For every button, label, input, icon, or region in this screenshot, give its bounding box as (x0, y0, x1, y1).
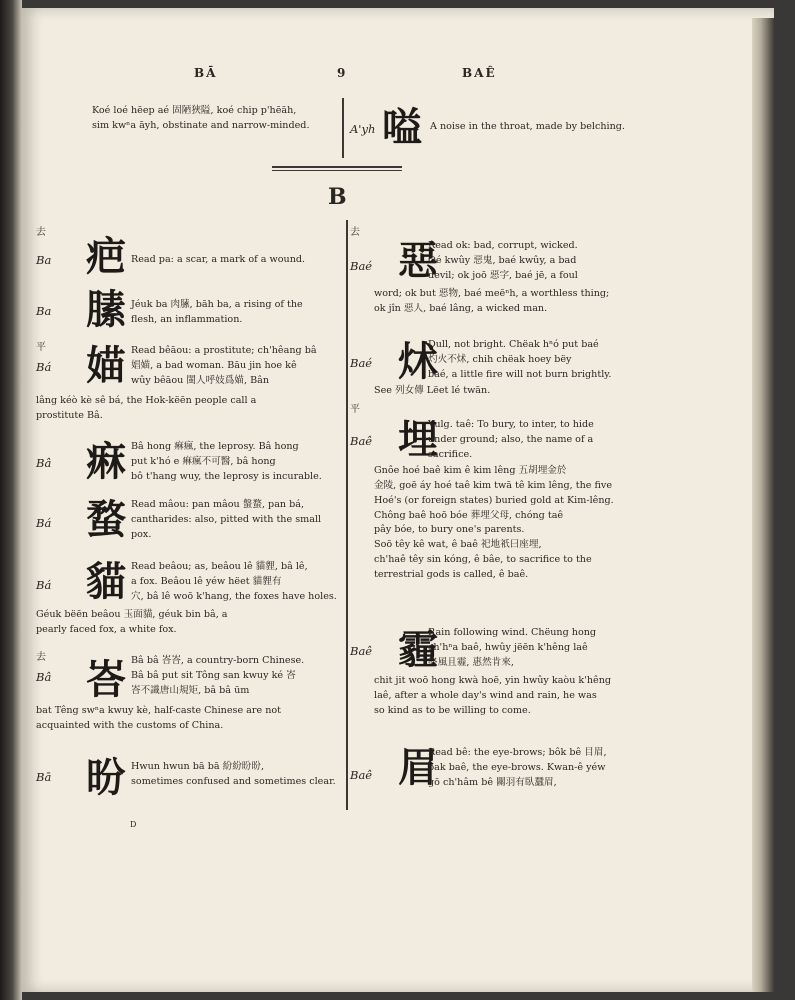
entry-line: under ground; also, the name of a (428, 433, 594, 445)
entry-line: sacrifice. (428, 448, 473, 460)
entry-romanization: Baê (350, 768, 373, 782)
entry-line: Dull, not bright. Chëak hⁿó put baé (428, 339, 599, 350)
header-left-word: BĀ (194, 66, 218, 80)
entry-line: bat Têng swⁿa kwuy kè, half-caste Chinese are not (36, 705, 282, 716)
entry-text-continued (374, 287, 654, 317)
entry-text-continued (36, 394, 341, 424)
book-spine (0, 0, 22, 1000)
top-right-character: 嗌 (382, 105, 422, 151)
entry-line: Géuk bëēn beâou 玉面貓, géuk bin bâ, a (36, 609, 228, 620)
entry-character: 膆 (86, 287, 126, 333)
entry-text (131, 760, 341, 790)
entry-line: bô t'hang wuy, the leprosy is incurable. (131, 470, 322, 482)
entry-line: Gnôe hoé baê kim ê kim lêng 五胡埋金於 (374, 465, 567, 476)
entry-line: bak baê, the eye-brows. Kwan-ê yéw (428, 761, 606, 773)
dictionary-page (22, 8, 774, 992)
main-column-divider (346, 220, 348, 810)
entry-romanization: Bá (36, 578, 52, 592)
entry-line: Jéuk ba 肉膆, bāh ba, a rising of the (131, 299, 303, 310)
entry-romanization: Bá (36, 360, 52, 374)
entry-text (131, 654, 341, 699)
top-right-roman: A'yh (350, 122, 376, 136)
entry-line: laê, after a whole day's wind and rain, he was (374, 689, 597, 701)
entry-line: 灼火不炢, chih chëak hoey bëy (428, 353, 572, 365)
entry-line: Bâ bâ 峇峇, a country-born Chinese. (131, 655, 305, 666)
entry-line: Soō têy kê wat, ê baê 祀地祇曰座埋, (374, 539, 542, 551)
entry-line: Read bê: the eye-brows; bôk bê 目眉, (428, 747, 607, 758)
entry-line: wûy bêāou 閩人呼妓爲媌, Bân (131, 374, 270, 386)
entry-character: 霾 (398, 627, 438, 673)
entry-text-continued (36, 704, 341, 734)
entry-line: Read mâou: pan mâou 螌蝥, pan bá, (131, 499, 305, 510)
entry-line: Hoé's (or foreign states) buried gold at Kim-lêng. (374, 494, 614, 506)
entry-line: Bâ bâ put sit Tông san kwuy ké 峇 (131, 669, 296, 681)
entry-line: 穴, bâ lê woō k'hang, the foxes have holes. (131, 590, 337, 602)
top-column-divider (342, 98, 344, 158)
entry-line: so kind as to be willing to come. (374, 704, 531, 716)
entry-line: word; ok but 惡物, baé meēⁿh, a worthless thing; (374, 288, 610, 299)
section-letter: B (328, 184, 348, 210)
entry-text (428, 338, 643, 383)
entry-line: terrestrial gods is called, ê baê. (374, 569, 529, 581)
entry-character: 蝥 (86, 497, 126, 543)
entry-text (428, 626, 643, 671)
entry-character: 炢 (398, 339, 438, 385)
entry-character: 惡 (398, 238, 438, 284)
top-right-definition: A noise in the throat, made by belching. (430, 121, 625, 132)
entry-line: 金陵, goē áy hoé taê kim twā tê kim lêng, the five (374, 479, 613, 491)
entry-line: 終風且霾, 惠然肯來, (428, 656, 514, 668)
entry-text (131, 298, 341, 328)
section-rule-upper (272, 166, 402, 168)
signature-mark: D (130, 820, 137, 829)
entry-line: a fox. Beâou lê yéw hëet 貓貍有 (131, 575, 282, 587)
entry-line: acquainted with the customs of China. (36, 719, 224, 731)
entry-line: Bâ hong 痳瘋, the leprosy. Bâ hong (131, 441, 299, 452)
entry-line: ch'hⁿa baê, hwûy jëēn k'hêng laê (428, 641, 588, 653)
entry-text-continued (36, 608, 341, 638)
tone-mark: 去 (36, 652, 46, 663)
entry-character: 貓 (86, 559, 126, 605)
entry-line: pây bóe, to bury one's parents. (374, 524, 525, 536)
header-right-word: BAÊ (462, 66, 497, 80)
entry-line: 娼媌, a bad woman. Bāu jin hoe kê (131, 359, 297, 371)
entry-character: 峇 (86, 657, 126, 703)
tone-mark: 平 (36, 342, 46, 353)
entry-text (428, 746, 643, 791)
entry-line: put k'hó e 痳瘋不可醫, bâ hong (131, 455, 276, 467)
entry-romanization: Ba (36, 253, 52, 267)
entry-line: See 列女傳 Lëet lé twān. (374, 385, 491, 396)
page-number: 9 (337, 66, 346, 80)
section-rule-lower (272, 170, 402, 171)
entry-line: lâng kéò kè sê bá, the Hok-këēn people call a (36, 395, 257, 406)
entry-character: 埋 (398, 417, 438, 463)
entry-romanization: Baé (350, 356, 373, 370)
entry-romanization: Baé (350, 259, 373, 273)
entry-line: sometimes confused and sometimes clear. (131, 775, 336, 787)
entry-line: Oé kwûy 惡鬼, baé kwûy, a bad (428, 254, 577, 266)
entry-character: 昐 (86, 755, 126, 801)
entry-text-continued (374, 384, 654, 399)
entry-text (131, 344, 341, 389)
entry-line: chit jit woō hong kwà hoē, yin hwûy kaòu k'hêng (374, 675, 612, 686)
entry-character: 媌 (86, 343, 126, 389)
entry-character: 痳 (86, 439, 126, 485)
entry-line: gō ch'hâm bê 關羽有臥蠶眉, (428, 776, 557, 788)
entry-romanization: Bâ (36, 670, 52, 684)
entry-line: baé, a little fire will not burn brightly. (428, 368, 612, 380)
top-left-line: Koé loé hēep aé 固陋狹隘, koé chip p'hēāh, (92, 105, 297, 116)
entry-text (131, 440, 341, 485)
entry-romanization: Baê (350, 644, 373, 658)
entry-romanization: Bá (36, 516, 52, 530)
entry-line: Read bêāou: a prostitute; ch'hêang bâ (131, 345, 317, 356)
entry-line: prostitute Bâ. (36, 409, 103, 421)
entry-line: pox. (131, 528, 152, 540)
entry-line: Vulg. taê: To bury, to inter, to hide (428, 419, 594, 430)
entry-line: Chông baê hoō bóe 葬埋父母, chóng taê (374, 509, 564, 521)
tone-mark: 去 (36, 227, 46, 238)
entry-romanization: Ba (36, 304, 52, 318)
entry-text (428, 418, 643, 463)
entry-text (131, 560, 341, 605)
entry-line: ok jîn 惡人, baé lâng, a wicked man. (374, 302, 548, 314)
entry-text (131, 498, 341, 543)
page-edge (752, 18, 774, 992)
top-left-continuation (92, 104, 342, 134)
entry-line: pearly faced fox, a white fox. (36, 623, 177, 635)
entry-romanization: Baê (350, 434, 373, 448)
entry-line: 峇不識唐山規矩, bâ bâ ūm (131, 684, 250, 696)
entry-line: Read pa: a scar, a mark of a wound. (131, 254, 306, 265)
tone-mark: 去 (350, 227, 360, 238)
entry-text (428, 239, 643, 284)
top-left-line: sim kwⁿa āyh, obstinate and narrow-minded. (92, 119, 310, 131)
entry-text-continued (374, 464, 654, 583)
tone-mark: 平 (350, 404, 360, 415)
entry-line: flesh, an inflammation. (131, 313, 243, 325)
entry-line: Read ok: bad, corrupt, wicked. (428, 240, 578, 251)
entry-text-continued (374, 674, 654, 719)
entry-text (131, 253, 336, 268)
entry-character: 疤 (86, 234, 126, 280)
entry-line: Rain following wind. Chëung hong (428, 627, 597, 638)
entry-character: 眉 (398, 745, 438, 791)
entry-line: Read beâou; as, beâou lê 貓貍, bâ lê, (131, 561, 308, 572)
entry-line: devil; ok joō 惡字, baé jē, a foul (428, 269, 578, 281)
entry-line: ch'haê têy sin kóng, ê bâe, to sacrifice to the (374, 554, 592, 566)
entry-line: cantharides: also, pitted with the small (131, 513, 322, 525)
entry-romanization: Bâ (36, 456, 52, 470)
entry-line: Hwun hwun bā bā 紛紛昐昐, (131, 761, 265, 772)
entry-romanization: Bā (36, 770, 52, 784)
